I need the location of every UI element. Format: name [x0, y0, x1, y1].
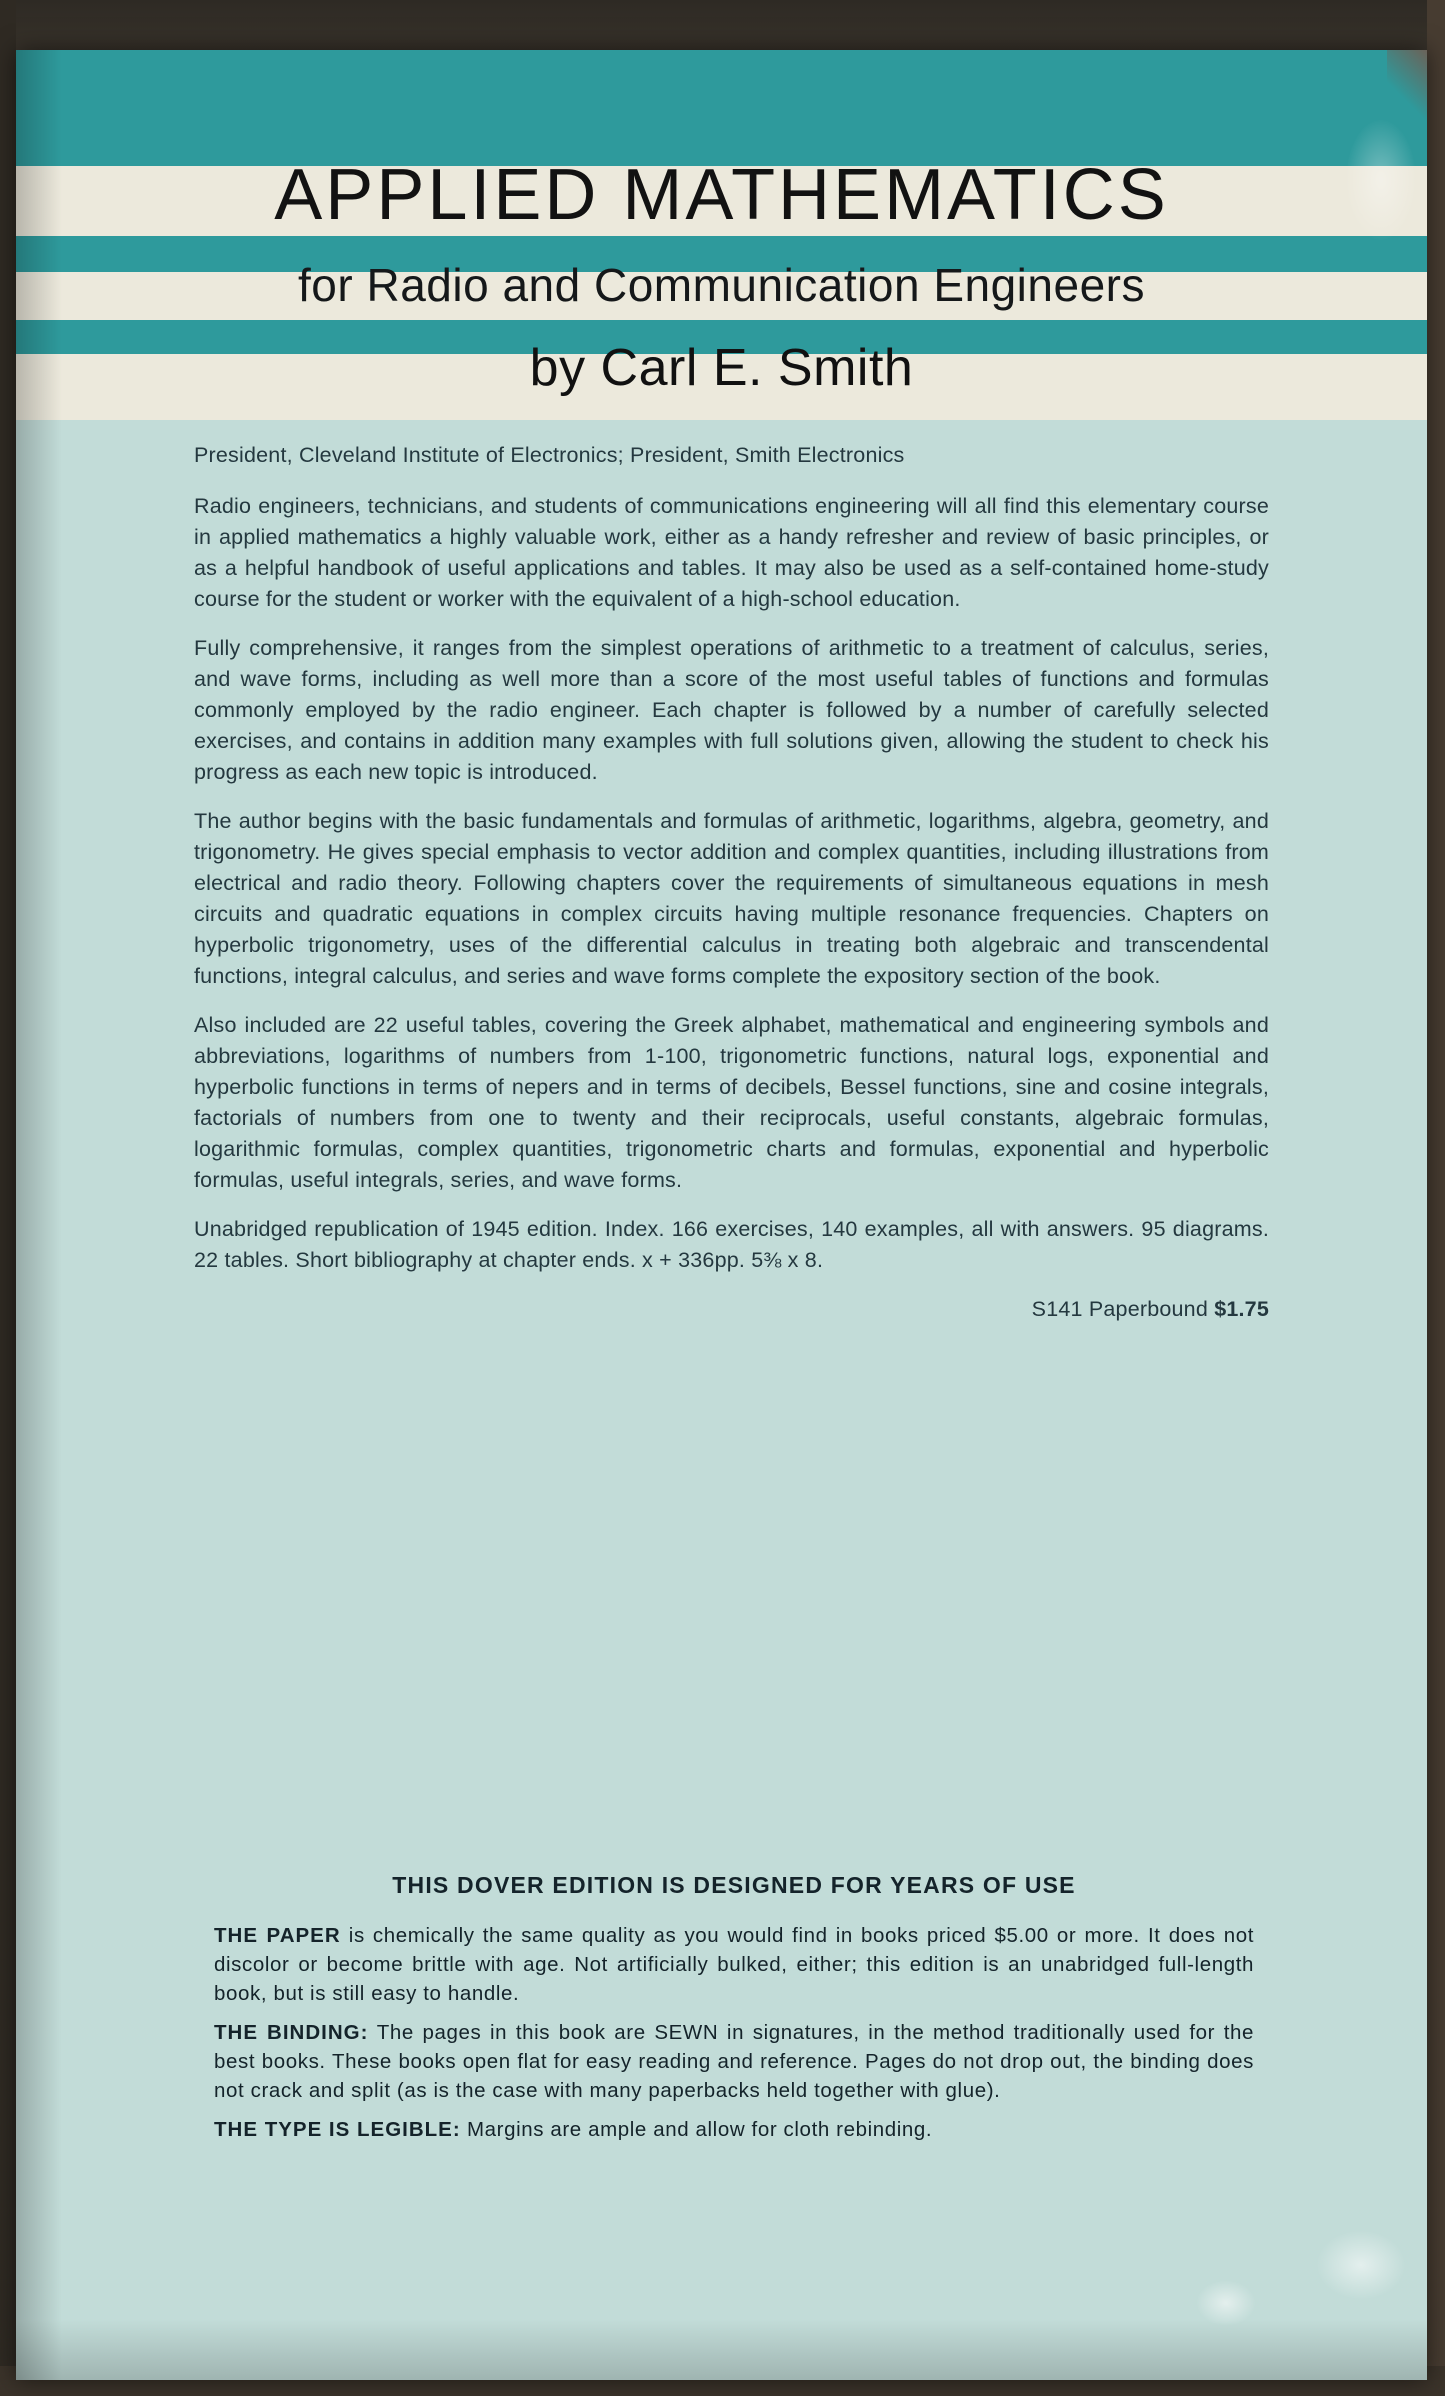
book-cover — [16, 50, 1427, 2380]
catalog-number: S141 Paperbound — [1031, 1297, 1208, 1321]
book-author: by Carl E. Smith — [529, 339, 914, 397]
book-title: APPLIED MATHEMATICS — [274, 155, 1169, 235]
blurb-paragraph-2: Fully comprehensive, it ranges from the simplest operations of arithmetic to a treatment of calculus, series, and wave forms, including as well more than a score of the most useful tables of functions and formulas commonly employed by the radio engineer. Each chapter is followed by a number of carefully selected exercises, and contains in addition many examples with full solutions given, allowing the student to check his progress as each new topic is introduced. — [194, 636, 1269, 784]
dover-heading: THIS DOVER EDITION IS DESIGNED FOR YEARS OF USE — [392, 1872, 1076, 1898]
backdrop-right — [1427, 0, 1445, 2396]
book-subtitle: for Radio and Communication Engineers — [298, 259, 1145, 311]
teal-band-top — [16, 50, 1427, 166]
dover-paper-label: THE PAPER — [214, 1924, 341, 1947]
blurb-paragraph-1: Radio engineers, technicians, and students of communications engineering will all find this elementary course in applied mathematics a highly valuable work, either as a handy refresher and review of basic principles, or as a helpful handbook of useful applications and tables. It may also be used as a self-contained home-study course for the student or worker with the equivalent of a high-school education. — [194, 494, 1269, 611]
author-credits: President, Cleveland Institute of Electronics; President, Smith Electronics — [194, 443, 905, 467]
price: $1.75 — [1214, 1297, 1269, 1321]
dover-binding-label: THE BINDING: — [214, 2021, 369, 2044]
blurb-paragraph-4: Also included are 22 useful tables, covering the Greek alphabet, mathematical and engineering symbols and abbreviations, logarithms of numbers from 1-100, trigonometric functions, natural logs, exponential and hyperbolic functions in terms of nepers and in terms of decibels, Bessel functions, sine and cosine integrals, factorials of numbers from one to twenty and their reciprocals, useful constants, algebraic formulas, logarithmic formulas, complex quantities, trigonometric charts and formulas, exponential and hyperbolic formulas, useful integrals, series, and wave forms. — [194, 1013, 1269, 1192]
blurb-paragraph-3: The author begins with the basic fundamentals and formulas of arithmetic, logarithms, algebra, geometry, and trigonometry. He gives special emphasis to vector addition and complex quantities, including illustrations from electrical and radio theory. Following chapters cover the requirements of simultaneous equations in mesh circuits and quadratic equations in complex circuits having multiple resonance frequencies. Chapters on hyperbolic trigonometry, uses of the differential calculus in treating both algebraic and transcendental functions, integral calculus, and series and wave forms complete the expository section of the book. — [194, 809, 1269, 988]
backdrop-left — [0, 0, 16, 2396]
dover-type-text: Margins are ample and allow for cloth rebinding. — [460, 2118, 933, 2141]
dover-binding-text: The pages in this book are SEWN in signatures, in the method traditionally used for the best books. These books open flat for easy reading and reference. Pages do not drop out, the binding does not crack and split (as is the case with many paperbacks held together with glue). — [214, 2021, 1254, 2102]
blurb-text — [194, 440, 1269, 1343]
dover-type — [214, 2115, 1254, 2144]
dover-edition-block — [214, 1872, 1254, 2154]
dover-type-label: THE TYPE IS LEGIBLE: — [214, 2118, 461, 2141]
bibliographic-note: Unabridged republication of 1945 edition. Index. 166 exercises, 140 examples, all with answers. 95 diagrams. 22 tables. Short bibliography at chapter ends. x + 336pp. 5⅜ x 8. — [194, 1217, 1269, 1272]
catalog-price-line — [194, 1294, 1269, 1325]
dover-paper-text: is chemically the same quality as you would find in books priced $5.00 or more. It does not discolor or become brittle with age. Not artificially bulked, either; this edition is an unabridged full-length book, but is still easy to handle. — [214, 1924, 1254, 2005]
dover-binding — [214, 2018, 1254, 2105]
dover-paper — [214, 1921, 1254, 2008]
